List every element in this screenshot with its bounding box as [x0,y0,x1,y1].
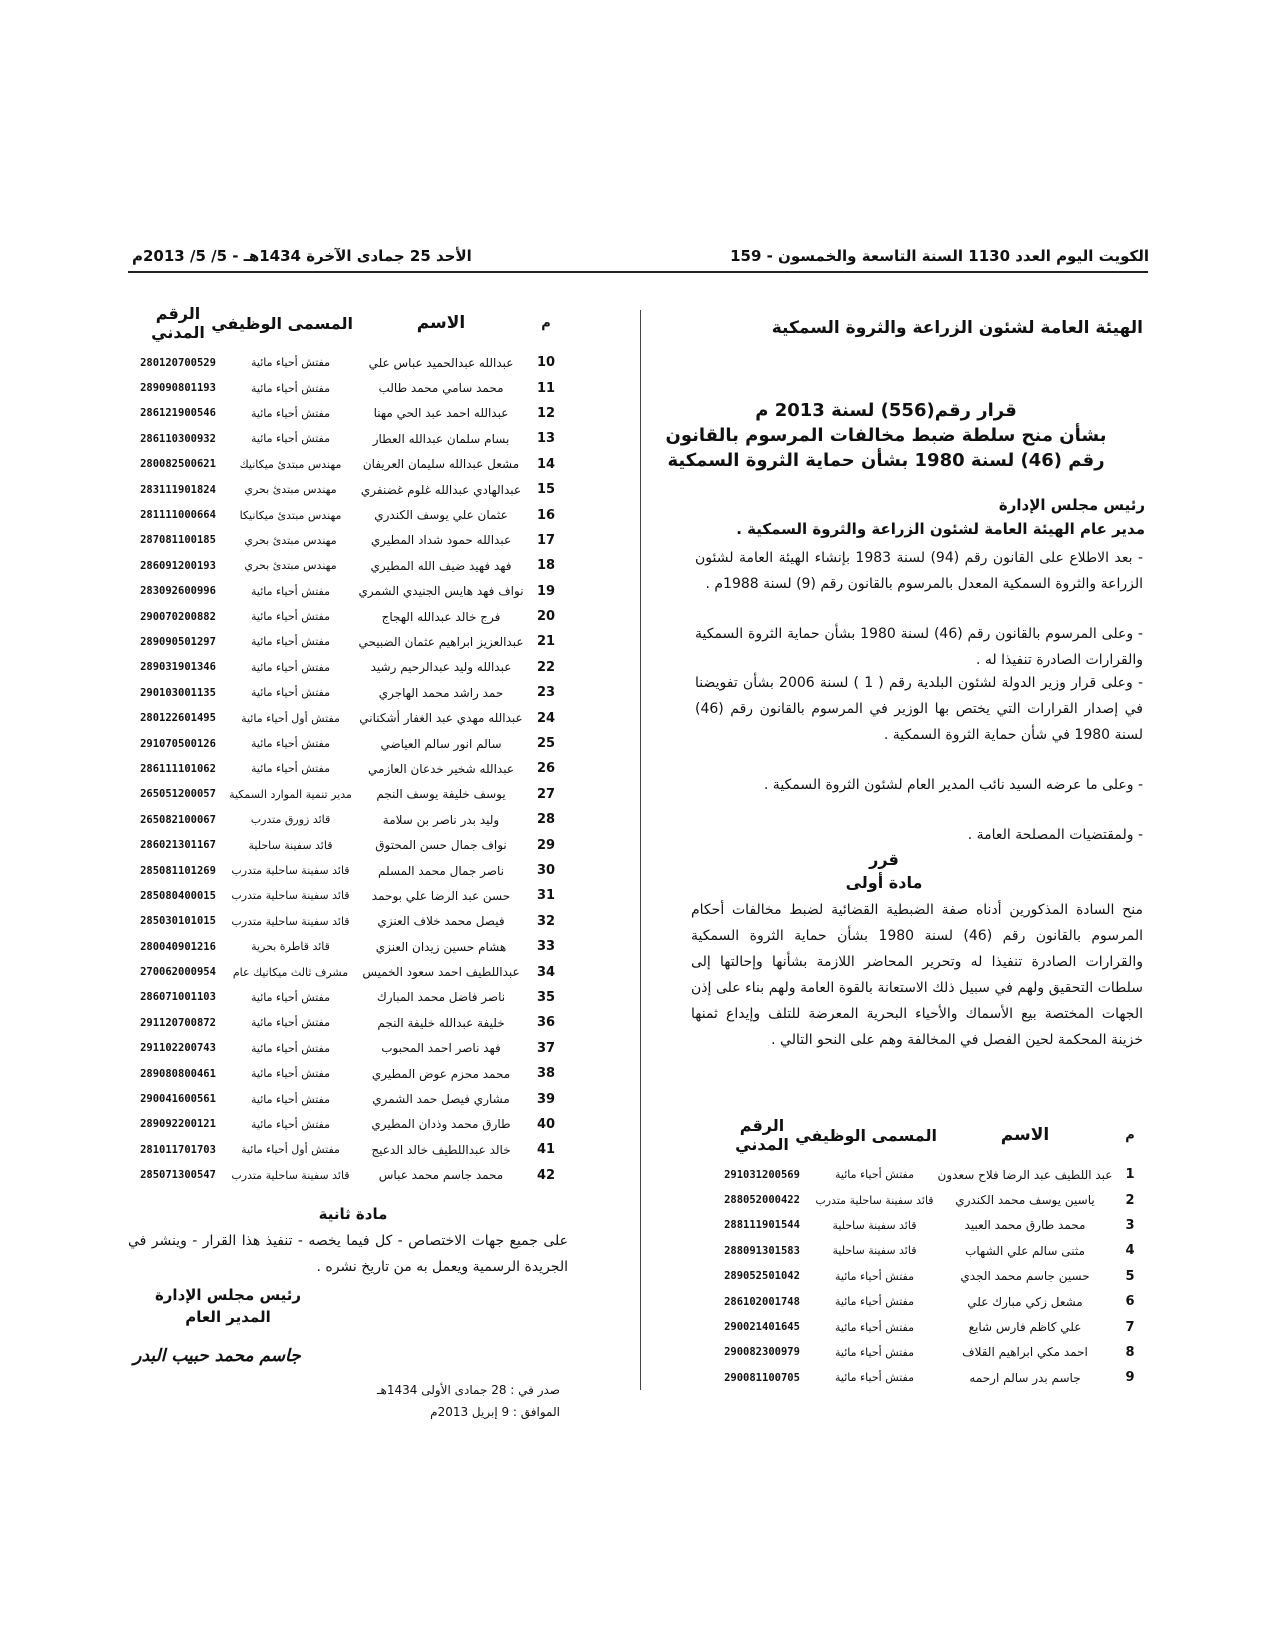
row-number: 25 [536,736,556,752]
row-number: 13 [536,431,556,447]
row-number: 9 [1125,1370,1135,1386]
row-job-title: مفتش أحياء مائية [834,1168,914,1182]
table-row [128,985,563,1010]
row-number: 29 [536,837,556,853]
row-job-title: مهندس مبتدئ ميكانيكا [239,508,342,522]
table-row [128,959,563,984]
row-number: 26 [536,761,556,777]
row-civil-id: 286110300932 [140,432,216,445]
table-row [128,401,563,426]
row-civil-id: 286021301167 [140,839,216,852]
row-job-title: مفتش أحياء مائية [834,1269,914,1283]
header-name: الاسم [1000,1125,1050,1145]
table-row [128,604,563,629]
column-divider [640,310,641,1390]
row-name: فرج خالد عبدالله الهجاج [381,609,501,624]
closing-block [128,1284,328,1328]
signatory-block [685,493,1145,541]
table-row [128,375,563,400]
row-job-title: مفتش أحياء مائية [250,990,330,1004]
row-number: 15 [536,482,556,498]
row-name: خليفة عبدالله خليفة النجم [377,1015,505,1030]
row-civil-id: 280082500621 [140,458,216,471]
row-name: عبدالله شخير خدعان العازمي [368,761,514,776]
table-row [128,350,563,375]
row-name: مشعل عبدالله سليمان العريفان [362,457,520,472]
table-row [128,629,563,654]
row-number: 23 [536,685,556,701]
table-row [712,1289,1147,1314]
row-number: 40 [536,1116,556,1132]
row-name: سالم انور سالم العياضي [380,736,502,751]
row-job-title: مفتش أحياء مائية [250,1016,330,1030]
row-number: 36 [536,1015,556,1031]
row-number: 8 [1125,1344,1135,1360]
row-name: مشاري فيصل حمد الشمري [372,1092,510,1107]
article2-text: على جميع جهات الاختصاص - كل فيما يخصه - تنفيذ هذا القرار - وينشر في الجريدة الرسمية ويعمل به من تاريخ نشره . [128,1233,568,1275]
header-id: الرقم المدني [735,1116,789,1154]
table-header [712,1116,1147,1154]
row-civil-id: 265051200057 [140,788,216,801]
row-job-title: مفتش أحياء مائية [250,1041,330,1055]
row-civil-id: 289080800461 [140,1067,216,1080]
table-row [128,452,563,477]
row-name: عبد اللطيف عبد الرضا فلاح سعدون [937,1167,1113,1182]
row-civil-id: 283111901824 [140,483,216,496]
row-number: 7 [1125,1319,1135,1335]
table-row [128,807,563,832]
header-title: المسمى الوظيفي [211,313,353,333]
row-name: عبدالله مهدي عبد الغفار أشكناني [359,711,523,726]
row-name: محمد جاسم محمد عباس [378,1168,504,1183]
names-table-left [128,304,563,1188]
row-job-title: مفتش أحياء مائية [250,381,330,395]
table-row [128,1010,563,1035]
closing-line2: المدير العام [185,1308,271,1326]
row-name: احمد مكي ابراهيم القلاف [962,1345,1088,1360]
row-job-title: قائد سفينة ساحلية [832,1244,917,1258]
decision-subject-line2: رقم (46) لسنة 1980 بشأن حماية الثروة السمكية [667,450,1105,471]
table-row [128,553,563,578]
row-name: ناصر فاضل محمد المبارك [376,990,506,1005]
row-name: محمد طارق محمد العبيد [964,1218,1086,1233]
row-job-title: قائد قاطرة بحرية [251,940,330,954]
row-name: محمد محزم عوض المطيري [371,1066,511,1081]
row-job-title: قائد زورق متدرب [250,813,331,827]
row-job-title: مهندس مبتدئ بحري [244,483,337,497]
table-row [128,528,563,553]
row-name: يوسف خليفة يوسف النجم [376,787,506,802]
table-row [712,1340,1147,1365]
row-number: 41 [536,1142,556,1158]
row-civil-id: 291070500126 [140,737,216,750]
header-divider [128,271,1148,273]
table-row [128,502,563,527]
row-job-title: مفتش أحياء مائية [834,1320,914,1334]
row-name: عبدالله وليد عبدالرحيم رشيد [370,660,512,675]
article2-title: مادة ثانية [318,1205,388,1223]
row-name: عبداللطيف احمد سعود الخميس [362,965,520,980]
row-civil-id: 289031901346 [140,661,216,674]
row-name: فهد فهيد ضيف الله المطيري [370,558,512,573]
table-row [712,1187,1147,1212]
table-row [128,579,563,604]
preamble-paragraph: - بعد الاطلاع على القانون رقم (94) لسنة 1983 بإنشاء الهيئة العامة لشئون الزراعة والثروة السمكية المعدل بالمرسوم بالقانون رقم (9) لسنة 1988م . [695,550,1143,592]
header-num: م [1125,1127,1135,1143]
row-civil-id: 288111901544 [724,1219,800,1232]
table-row [712,1213,1147,1238]
row-name: مشعل زكي مبارك علي [967,1294,1083,1309]
table-row [128,934,563,959]
row-number: 11 [536,380,556,396]
row-civil-id: 290070200882 [140,610,216,623]
row-job-title: مفتش أحياء مائية [250,1067,330,1081]
preamble-paragraph: - ولمقتضيات المصلحة العامة . [967,827,1143,843]
row-number: 17 [536,532,556,548]
row-number: 27 [536,786,556,802]
row-job-title: مفتش أول أحياء مائية [241,711,340,725]
row-name: حمد راشد محمد الهاجري [378,685,504,700]
signatory-line2: مدير عام الهيئة العامة لشئون الزراعة والثروة السمكية . [736,520,1145,538]
row-number: 34 [536,964,556,980]
table-row [128,426,563,451]
issued-block [320,1379,560,1423]
row-job-title: مفتش أحياء مائية [834,1371,914,1385]
table-row [712,1365,1147,1390]
table-row [128,477,563,502]
decision-subject-line1: بشأن منح سلطة ضبط مخالفات المرسوم بالقانون [665,425,1107,446]
table-row [128,909,563,934]
row-number: 28 [536,812,556,828]
row-name: حسن عبد الرضا علي بوحمد [371,888,511,903]
row-number: 31 [536,888,556,904]
row-job-title: مشرف ثالث ميكانيك عام [232,965,349,979]
row-civil-id: 290082300979 [724,1346,800,1359]
header-title: المسمى الوظيفي [795,1125,937,1145]
row-name: حسين جاسم محمد الجدي [960,1269,1090,1284]
row-job-title: قائد سفينة ساحلية [248,838,333,852]
table-row [128,756,563,781]
row-name: علي كاظم فارس شايع [968,1320,1082,1335]
preamble-paragraph: - وعلى قرار وزير الدولة لشئون البلدية رقم ( 1 ) لسنة 2006 بشأن تفويضنا في إصدار القرارات التي يختص بها الوزير في المرسوم بالقانون رقم (46) لسنة 1980 في شأن حماية الثروة السمكية . [695,675,1143,743]
row-civil-id: 283092600996 [140,585,216,598]
row-name: وليد بدر ناصر بن سلامة [382,812,500,827]
row-job-title: قائد سفينة ساحلية متدرب [231,864,350,877]
signatory-line1: رئيس مجلس الإدارة [998,496,1145,514]
row-civil-id: 286091200193 [140,559,216,572]
row-name: عبدالله عبدالحميد عباس علي [368,355,514,370]
row-civil-id: 280120700529 [140,356,216,369]
row-name: خالد عبداللطيف خالد الدعيج [371,1142,511,1157]
row-job-title: مفتش أحياء مائية [250,686,330,700]
row-civil-id: 291031200569 [724,1168,800,1181]
row-name: بسام سلمان عبدالله العطار [372,431,510,446]
row-number: 30 [536,863,556,878]
row-civil-id: 290081100705 [724,1371,800,1384]
table-row [128,782,563,807]
row-number: 14 [536,456,556,472]
row-civil-id: 281111000664 [140,509,216,522]
row-name: نواف جمال حسن المحتوق [375,838,507,853]
table-row [712,1238,1147,1263]
row-number: 18 [536,558,556,574]
row-civil-id: 288091301583 [724,1244,800,1257]
row-job-title: مفتش أحياء مائية [250,737,330,751]
preamble-paragraph: - وعلى ما عرضه السيد نائب المدير العام لشئون الثروة السمكية . [763,777,1143,793]
row-name: جاسم بدر سالم ارحمه [969,1370,1081,1385]
row-civil-id: 285081101269 [140,864,216,877]
row-civil-id: 290041600561 [140,1093,216,1106]
row-number: 4 [1125,1243,1135,1259]
table-row [128,1163,563,1188]
header-date: الأحد 25 جمادى الآخرة 1434هـ - 5/ 5/ 2013م [132,247,472,265]
authority-title: الهيئة العامة لشئون الزراعة والثروة السمكية [771,318,1143,338]
article1-title: مادة أولى [845,873,923,892]
row-job-title: مفتش أحياء مائية [250,584,330,598]
table-row [712,1314,1147,1339]
row-number: 20 [536,609,556,625]
row-civil-id: 265082100067 [140,813,216,826]
row-job-title: قائد سفينة ساحلية متدرب [231,914,350,928]
row-job-title: مهندس مبتدئ ميكانيك [239,457,342,471]
row-job-title: مفتش أحياء مائية [250,610,330,624]
row-number: 16 [536,507,556,523]
row-job-title: قائد سفينة ساحلية [832,1218,917,1232]
row-number: 2 [1125,1192,1135,1208]
row-civil-id: 290021401645 [724,1321,800,1334]
table-header [128,304,563,342]
row-job-title: مفتش أحياء مائية [250,762,330,776]
row-civil-id: 280122601495 [140,712,216,725]
row-number: 21 [536,634,556,650]
row-job-title: قائد سفينة ساحلية متدرب [231,1168,350,1182]
row-name: طارق محمد وذدان المطيري [371,1117,511,1132]
row-number: 24 [536,710,556,726]
row-number: 22 [536,659,556,675]
row-civil-id: 286102001748 [724,1295,800,1308]
row-number: 10 [536,355,556,371]
signature: جاسم محمد حبيب البدر [133,1346,301,1366]
row-number: 35 [536,989,556,1005]
row-job-title: مفتش أحياء مائية [250,356,330,370]
table-row [128,655,563,680]
row-name: هشام حسين زيدان العنزي [375,939,507,954]
row-number: 5 [1125,1268,1135,1284]
row-job-title: قائد سفينة ساحلية متدرب [231,889,350,903]
row-job-title: مفتش أحياء مائية [250,1092,330,1106]
row-civil-id: 285030101015 [140,915,216,928]
row-job-title: مفتش أحياء مائية [834,1345,914,1359]
row-civil-id: 285080400015 [140,889,216,902]
row-civil-id: 290103001135 [140,686,216,699]
row-civil-id: 286111101062 [140,762,216,775]
decision-heading: قرر [869,850,899,869]
row-number: 33 [536,939,556,955]
issued-date-gregorian: الموافق : 9 إبريل 2013م [430,1405,560,1419]
row-name: عثمان علي يوسف الكندري [374,508,508,523]
row-civil-id: 289090501297 [140,635,216,648]
decision-title [656,398,1116,473]
row-number: 38 [536,1066,556,1082]
row-civil-id: 291120700872 [140,1016,216,1029]
row-number: 6 [1125,1294,1135,1310]
row-name: ناصر جمال محمد المسلم [378,863,504,878]
row-job-title: مفتش أول أحياء مائية [241,1143,340,1157]
row-name: عبدالهادي عبدالله غلوم غضنفري [360,482,522,497]
row-job-title: مفتش أحياء مائية [250,1117,330,1131]
table-row [128,1061,563,1086]
row-name: نواف فهد هايس الجنيدي الشمري [358,584,524,599]
row-name: ياسين يوسف محمد الكندري [955,1193,1095,1208]
header-name: الاسم [416,313,466,333]
decision-number: قرار رقم(556) لسنة 2013 م [755,400,1017,421]
table-row [128,705,563,730]
header-issue-info: الكويت اليوم العدد 1130 السنة التاسعة والخمسون - 159 [730,247,1149,265]
table-row [128,883,563,908]
row-number: 37 [536,1040,556,1056]
row-number: 3 [1125,1217,1135,1233]
row-job-title: مفتش أحياء مائية [250,635,330,649]
table-row [128,731,563,756]
row-job-title: مفتش أحياء مائية [250,660,330,674]
row-civil-id: 270062000954 [140,966,216,979]
table-row [128,1137,563,1162]
row-name: مثنى سالم علي الشهاب [965,1243,1085,1258]
row-job-title: مفتش أحياء مائية [250,432,330,446]
row-civil-id: 289092200121 [140,1118,216,1131]
issued-date-hijri: صدر في : 28 جمادى الأولى 1434هـ [376,1383,560,1397]
closing-line1: رئيس مجلس الإدارة [154,1286,302,1304]
row-number: 1 [1125,1167,1135,1183]
row-name: عبدالله احمد عبد الحي مهنا [373,406,509,421]
table-row [128,858,563,883]
row-number: 42 [536,1167,556,1183]
row-civil-id: 281011701703 [140,1143,216,1156]
row-name: عبدالعزيز ابراهيم عثمان الضبيحي [358,634,524,649]
table-row [128,1086,563,1111]
row-name: محمد سامي محمد طالب [378,381,504,396]
row-civil-id: 289090801193 [140,382,216,395]
header-num: م [541,315,551,331]
table-row [712,1162,1147,1187]
row-civil-id: 286071001103 [140,991,216,1004]
row-job-title: مدير تنمية الموارد السمكية [229,787,352,801]
table-row [128,832,563,857]
row-job-title: مفتش أحياء مائية [834,1295,914,1309]
row-civil-id: 288052000422 [724,1194,800,1207]
row-job-title: قائد سفينة ساحلية متدرب [815,1193,934,1207]
row-civil-id: 291102200743 [140,1042,216,1055]
table-row [128,1036,563,1061]
row-civil-id: 287081100185 [140,534,216,547]
table-row [128,1112,563,1137]
table-row [128,680,563,705]
row-job-title: مهندس مبتدئ بحري [244,533,337,547]
names-table-right [712,1116,1147,1391]
row-name: فهد ناصر احمد المحبوب [381,1041,501,1056]
row-number: 32 [536,913,556,929]
table-row [712,1264,1147,1289]
row-civil-id: 289052501042 [724,1270,800,1283]
preamble-paragraph: - وعلى المرسوم بالقانون رقم (46) لسنة 1980 بشأن حماية الثروة السمكية والقرارات الصادرة تنفيذا له . [695,626,1143,668]
row-name: فيصل محمد خلاف العنزي [377,914,505,929]
article1-text: منح السادة المذكورين أدناه صفة الضبطية القضائية لضبط مخالفات أحكام المرسوم بالقانون رقم (46) لسنة 1980 بشأن حماية الثروة السمكية والقرارات الصادرة تنفيذا له وتحرير المحاضر اللازمة بشأنها وإحالتها إلى سلطات التحقيق ولهم في سبيل ذلك الاستعانة بالقوة العامة ولهم بناء على إذن الجهات المختصة بيع الأسماك والأحياء البحرية المعرضة للتلف وإيداع ثمنها خزينة المحكمة لحين الفصل في المخالفة وهم على النحو التالي . [691,902,1143,1048]
row-civil-id: 280040901216 [140,940,216,953]
row-number: 19 [536,583,556,599]
row-job-title: مفتش أحياء مائية [250,406,330,420]
row-job-title: مهندس مبتدئ بحري [244,559,337,573]
row-number: 12 [536,405,556,421]
row-number: 39 [536,1091,556,1107]
row-name: عبدالله حمود شداد المطيري [370,533,512,548]
header-id: الرقم المدني [151,304,205,342]
row-civil-id: 285071300547 [140,1169,216,1182]
row-civil-id: 286121900546 [140,407,216,420]
